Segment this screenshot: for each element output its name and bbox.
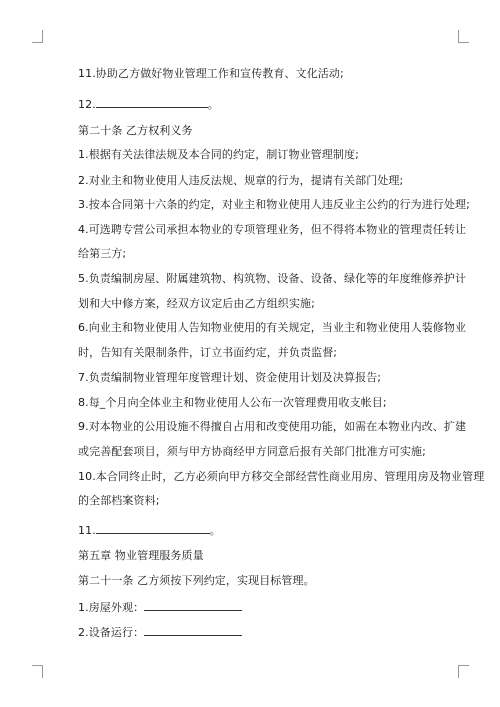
quality-item-label: 1.房屋外观： [78, 601, 145, 614]
quality-item-line [78, 624, 242, 640]
clause-line: 给第三方; [78, 247, 127, 260]
clause-number: 11. [78, 524, 96, 537]
quality-item-line [78, 599, 242, 615]
crop-mark-bottom-right [458, 665, 469, 678]
quality-item-label: 2.设备运行： [78, 626, 145, 639]
clause-number: 12. [78, 98, 96, 111]
clause-line: 3.按本合同第十六条的约定，对业主和物业使用人违反业主公约的行为进行处理; [78, 198, 470, 211]
clause-blank-line [78, 522, 221, 538]
clause-line: 1.根据有关法律法规及本合同的约定，制订物业管理制度; [78, 148, 359, 161]
fill-blank [144, 599, 242, 611]
clause-line: 或完善配套项目，须与甲方协商经甲方同意后报有关部门批准方可实施; [78, 445, 426, 458]
clause-line: 划和大中修方案，经双方议定后由乙方组织实施; [78, 297, 315, 310]
clause-line: 9.对本物业的公用设施不得擅自占用和改变使用功能，如需在本物业内改、扩建 [78, 420, 467, 433]
article-heading: 第二十条 乙方权利义务 [78, 124, 193, 137]
clause-line: 10.本合同终止时，乙方必须向甲方移交全部经营性商业用房、管理用房及物业管理 [78, 470, 485, 483]
fill-blank [96, 96, 208, 108]
fill-blank [144, 624, 242, 636]
article-heading: 第二十一条 乙方须按下列约定，实现目标管理。 [78, 574, 315, 587]
clause-line: 2.对业主和物业使用人违反法规、规章的行为，提请有关部门处理; [78, 174, 404, 187]
clause-line: 11.协助乙方做好物业管理工作和宣传教育、文化活动; [78, 67, 344, 80]
clause-end-mark: 。 [209, 524, 221, 537]
clause-line: 7.负责编制物业管理年度管理计划、资金使用计划及决算报告; [78, 371, 382, 384]
fill-blank [96, 522, 210, 534]
clause-line: 时，告知有关限制条件，订立书面约定，并负责监督; [78, 346, 338, 359]
clause-blank-line [78, 96, 219, 112]
clause-end-mark: 。 [207, 98, 219, 111]
chapter-heading: 第五章 物业管理服务质量 [78, 549, 204, 562]
clause-line: 8.每_个月向全体业主和物业使用人公布一次管理费用收支帐目; [78, 396, 387, 409]
clause-line: 的全部档案资料; [78, 494, 160, 507]
clause-line: 6.向业主和物业使用人告知物业使用的有关规定，当业主和物业使用人装修物业 [78, 321, 467, 334]
clause-line: 5.负责编制房屋、附属建筑物、构筑物、设备、设备、绿化等的年度维修养护计 [78, 272, 467, 285]
crop-mark-bottom-left [32, 665, 43, 678]
crop-mark-top-right [458, 30, 469, 43]
clause-line: 4.可选聘专营公司承担本物业的专项管理业务，但不得将本物业的管理责任转让 [78, 223, 467, 236]
crop-mark-top-left [32, 30, 43, 43]
